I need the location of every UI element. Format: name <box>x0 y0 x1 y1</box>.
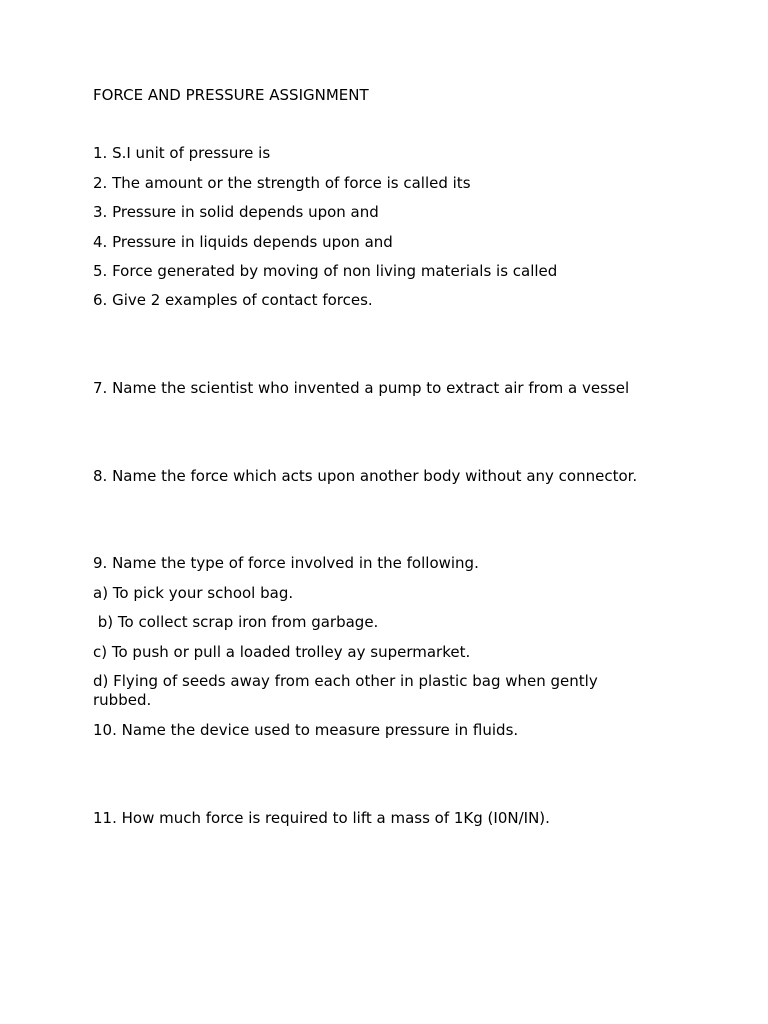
question-10: 10. Name the device used to measure pressure in fluids. <box>93 721 519 739</box>
document-title: FORCE AND PRESSURE ASSIGNMENT <box>93 86 369 104</box>
question-5: 5. Force generated by moving of non living materials is called <box>93 262 558 280</box>
question-9-item-b: b) To collect scrap iron from garbage. <box>93 613 379 631</box>
question-7: 7. Name the scientist who invented a pump to extract air from a vessel <box>93 379 630 397</box>
question-6: 6. Give 2 examples of contact forces. <box>93 291 373 309</box>
question-9-item-c: c) To push or pull a loaded trolley ay supermarket. <box>93 643 471 661</box>
question-8: 8. Name the force which acts upon another body without any connector. <box>93 467 638 485</box>
question-9-item-d: d) Flying of seeds away from each other in plastic bag when gently rubbed. <box>93 672 603 709</box>
question-4: 4. Pressure in liquids depends upon and <box>93 233 393 251</box>
question-2: 2. The amount or the strength of force is called its <box>93 174 471 192</box>
question-9-item-a: a) To pick your school bag. <box>93 584 294 602</box>
question-11: 11. How much force is required to lift a mass of 1Kg (I0N/IN). <box>93 809 550 827</box>
question-1: 1. S.I unit of pressure is <box>93 144 271 162</box>
question-3: 3. Pressure in solid depends upon and <box>93 203 379 221</box>
question-9: 9. Name the type of force involved in the following. <box>93 554 479 572</box>
